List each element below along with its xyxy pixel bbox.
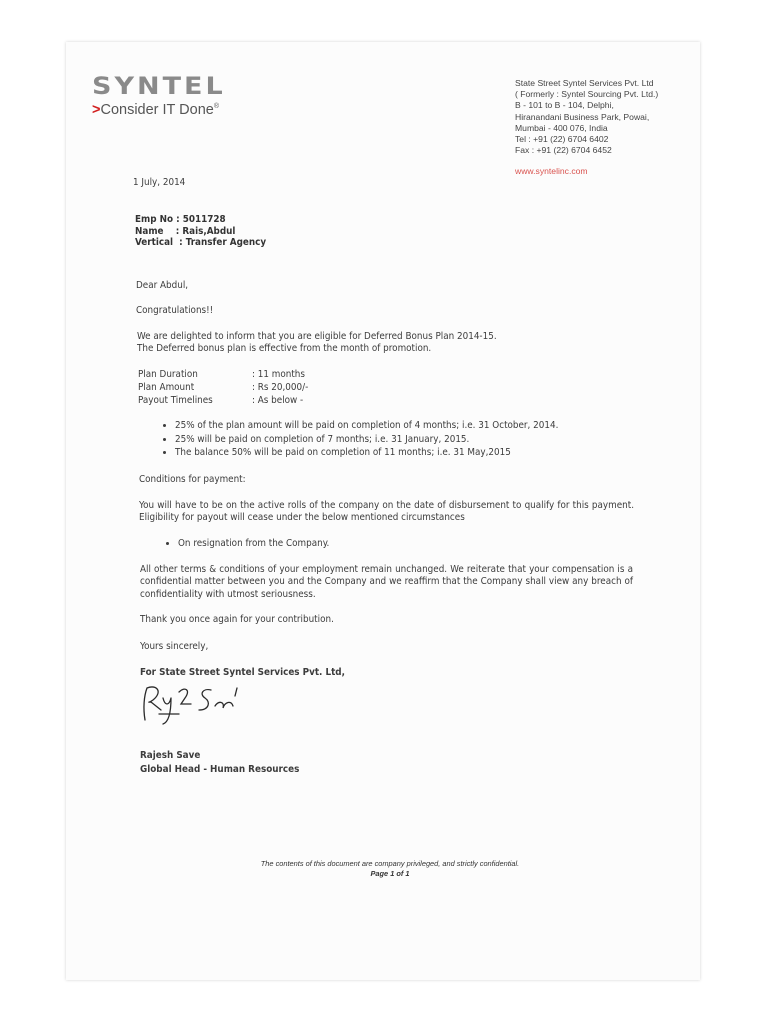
emp-no-row bbox=[135, 214, 266, 226]
syntel-logo bbox=[92, 72, 226, 118]
logo-wordmark: SYNTEL bbox=[92, 72, 226, 101]
company-website: www.syntelinc.com bbox=[515, 166, 588, 177]
congratulations: Congratulations!! bbox=[136, 305, 214, 316]
conditions-paragraph: You will have to be on the active rolls of the company on the date of disbursement to qualify for this payment. Eligibility for payout will cease under the below mentioned circumstances bbox=[139, 500, 634, 524]
address-line: Mumbai - 400 076, India bbox=[515, 122, 608, 133]
address-line: Hiranandani Business Park, Powai, bbox=[515, 111, 650, 122]
signature-image bbox=[139, 680, 249, 730]
registered-mark: ® bbox=[213, 103, 220, 111]
emp-no-value: 5011728 bbox=[182, 214, 226, 225]
plan-label: Plan Amount bbox=[138, 382, 195, 393]
plan-value: : Rs 20,000/- bbox=[252, 382, 309, 393]
address-line: B - 101 to B - 104, Delphi, bbox=[515, 100, 614, 111]
conditions-heading: Conditions for payment: bbox=[139, 474, 246, 485]
plan-value: : As below - bbox=[252, 395, 304, 406]
confidential-note: The contents of this document are company privileged, and strictly confidential. bbox=[260, 859, 520, 868]
payout-list bbox=[140, 419, 655, 460]
page-footer bbox=[240, 859, 540, 879]
thanks-line: Thank you once again for your contribution. bbox=[140, 614, 334, 625]
signer-title: Global Head - Human Resources bbox=[140, 764, 300, 775]
page-number: Page 1 of 1 bbox=[370, 869, 410, 878]
name-row bbox=[135, 226, 266, 238]
name-label: Name : bbox=[135, 225, 183, 237]
list-item: • 25% of the plan amount will be paid on completion of 4 months; i.e. 31 October, 2014. bbox=[175, 419, 655, 433]
terms-paragraph: All other terms & conditions of your employment remain unchanged. We reiterate that your compensation is a confidential matter between you and the Company and we reaffirm that the Company shall view any breach of confidentiality with utmost seriousness. bbox=[140, 564, 633, 600]
salutation: Dear Abdul, bbox=[136, 280, 189, 291]
for-company: For State Street Syntel Services Pvt. Ltd, bbox=[140, 667, 345, 678]
plan-row bbox=[138, 368, 308, 381]
signer-name: Rajesh Save bbox=[140, 750, 201, 761]
list-item: • The balance 50% will be paid on completion of 11 months; i.e. 31 May,2015 bbox=[175, 446, 655, 460]
intro-paragraph bbox=[137, 331, 607, 356]
logo-chevron-icon: > bbox=[92, 102, 101, 118]
conditions-list bbox=[143, 538, 329, 550]
logo-tagline-text: Consider IT Done bbox=[100, 102, 214, 118]
vertical-label: Vertical : bbox=[135, 237, 186, 248]
intro-line: The Deferred bonus plan is effective from the month of promotion. bbox=[137, 343, 432, 355]
vertical-value: Transfer Agency bbox=[185, 237, 267, 248]
emp-no-label: Emp No : bbox=[135, 214, 183, 225]
address-line: State Street Syntel Services Pvt. Ltd bbox=[515, 78, 654, 88]
plan-label: Payout Timelines bbox=[138, 395, 213, 406]
vertical-row bbox=[135, 237, 266, 249]
name-value: Rais,Abdul bbox=[182, 225, 236, 237]
plan-details bbox=[138, 368, 308, 407]
plan-value: : 11 months bbox=[252, 369, 305, 380]
logo-tagline bbox=[92, 102, 226, 118]
list-item: • On resignation from the Company. bbox=[178, 538, 329, 550]
address-fax: Fax : +91 (22) 6704 6452 bbox=[515, 145, 612, 156]
plan-row bbox=[138, 394, 308, 407]
intro-line: We are delighted to inform that you are eligible for Deferred Bonus Plan 2014-15. bbox=[137, 331, 497, 342]
address-line: ( Formerly : Syntel Sourcing Pvt. Ltd.) bbox=[515, 89, 659, 100]
signatory bbox=[140, 749, 299, 777]
letter-date: 1 July, 2014 bbox=[133, 177, 186, 188]
plan-label: Plan Duration bbox=[138, 369, 198, 380]
list-item: • 25% will be paid on completion of 7 months; i.e. 31 January, 2015. bbox=[175, 433, 655, 447]
plan-row bbox=[138, 381, 308, 394]
closing: Yours sincerely, bbox=[140, 641, 209, 652]
address-tel: Tel : +91 (22) 6704 6402 bbox=[515, 134, 609, 145]
company-address bbox=[515, 78, 658, 178]
employee-details bbox=[135, 214, 266, 249]
